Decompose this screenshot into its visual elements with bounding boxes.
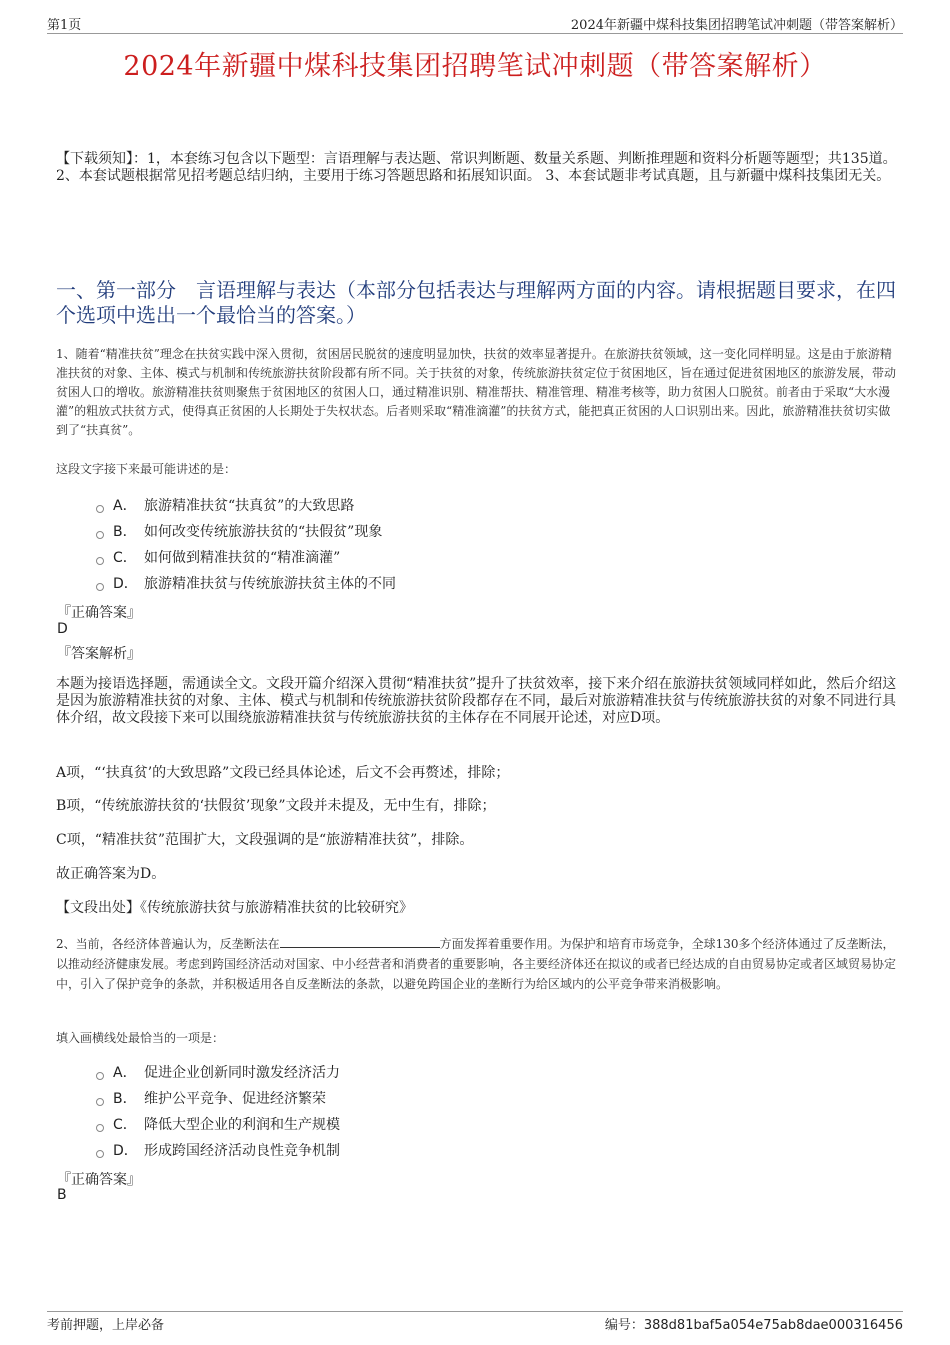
header-divider xyxy=(47,33,903,34)
question-1-options xyxy=(96,493,796,597)
question-1-analysis-label: 『答案解析』 xyxy=(57,646,141,662)
question-2-option-a[interactable]: A． 促进企业创新同时激发经济活力 xyxy=(96,1060,796,1086)
question-2-prompt: 填入画横线处最恰当的一项是： xyxy=(56,1031,225,1045)
footer-divider xyxy=(47,1311,903,1312)
question-1-option-d[interactable]: D． 旅游精准扶贫与传统旅游扶贫主体的不同 xyxy=(96,571,796,597)
question-2-option-b[interactable]: B． 维护公平竞争、促进经济繁荣 xyxy=(96,1086,796,1112)
question-1-conclusion: 故正确答案为D。 xyxy=(56,866,166,882)
question-2-options xyxy=(96,1060,796,1164)
document-title: 2024年新疆中煤科技集团招聘笔试冲刺题（带答案解析） xyxy=(123,51,827,82)
question-1-analysis-a: A项，“‘扶真贫’的大致思路”文段已经具体论述，后文不会再赘述，排除； xyxy=(56,765,510,781)
page-number: 第1页 xyxy=(47,18,82,33)
radio-icon[interactable] xyxy=(96,505,104,513)
question-1-analysis-b: B项，“传统旅游扶贫的‘扶假贫’现象”文段并未提及，无中生有，排除； xyxy=(56,798,496,814)
question-1-analysis: 本题为接语选择题，需通读全文。文段开篇介绍深入贯彻“精准扶贫”提升了扶贫效率，接下来介绍在旅游扶贫领域同样如此，然后介绍这是因为旅游精准扶贫的对象、主体、模式与机制和传统旅游扶贫阶段都存在不同，最后对旅游精准扶贫与传统旅游扶贫的对象不同进行具体介绍，故文段接下来可以围绕旅游精准扶贫与传统旅游扶贫的主体存在不同展开论述，对应D项。 xyxy=(56,676,897,726)
question-2-text: 2、当前，各经济体普遍认为，反垄断法在 方面发挥着重要作用。为保护和培育市场竞争，全球130多个经济体通过了反垄断法，以推动经济健康发展。考虑到跨国经济活动对国家、中小经营者和消费者的重要影响，各主要经济体还在拟议的或者已经达成的自由贸易协定或者区域贸易协定中，引入了保护竞争的条款，并积极适用各自反垄断法的条款，以避免跨国企业的垄断行为给区域内的公平竞争带来消极影响。 xyxy=(56,937,897,991)
question-1-option-a[interactable]: A． 旅游精准扶贫“扶真贫”的大致思路 xyxy=(96,493,796,519)
radio-icon[interactable] xyxy=(96,1072,104,1080)
footer-slogan: 考前押题，上岸必备 xyxy=(47,1318,165,1333)
question-2-answer: B xyxy=(57,1187,67,1203)
page-footer xyxy=(47,1314,903,1332)
question-1-prompt: 这段文字接下来最可能讲述的是： xyxy=(56,462,237,476)
question-1-answer-label: 『正确答案』 xyxy=(57,605,141,621)
fill-blank xyxy=(280,935,440,948)
question-2-option-d[interactable]: D． 形成跨国经济活动良性竞争机制 xyxy=(96,1138,796,1164)
section-title: 一、第一部分 言语理解与表达（本部分包括表达与理解两方面的内容。请根据题目要求，在四个选项中选出一个最恰当的答案。） xyxy=(56,278,896,327)
question-2-option-c[interactable]: C． 降低大型企业的利润和生产规模 xyxy=(96,1112,796,1138)
footer-code: 编号：388d81baf5a054e75ab8dae000316456 xyxy=(604,1318,903,1333)
radio-icon[interactable] xyxy=(96,1098,104,1106)
question-1-source: 【文段出处】《传统旅游扶贫与旅游精准扶贫的比较研究》 xyxy=(56,900,413,916)
question-1-option-c[interactable]: C． 如何做到精准扶贫的“精准滴灌” xyxy=(96,545,796,571)
question-1-text: 1、随着“精准扶贫”理念在扶贫实践中深入贯彻，贫困居民脱贫的速度明显加快，扶贫的效率显著提升。在旅游扶贫领域，这一变化同样明显。这是由于旅游精准扶贫的对象、主体、模式与机制和传统旅游扶贫阶段都有所不同。关于扶贫的对象，传统旅游扶贫定位于贫困地区，旨在通过促进贫困地区的旅游发展，带动贫困人口的增收。旅游精准扶贫则聚焦于贫困地区的贫困人口，通过精准识别、精准帮扶、精准管理、精准考核等，助力贫困人口脱贫。前者由于采取“大水漫灌”的粗放式扶贫方式，使得真正贫困的人长期处于失权状态。后者则采取“精准滴灌”的扶贫方式，能把真正贫困的人口识别出来。因此，旅游精准扶贫切实做到了“扶真贫”。 xyxy=(56,347,897,437)
radio-icon[interactable] xyxy=(96,557,104,565)
question-1-option-b[interactable]: B． 如何改变传统旅游扶贫的“扶假贫”现象 xyxy=(96,519,796,545)
header-doc-title: 2024年新疆中煤科技集团招聘笔试冲刺题（带答案解析） xyxy=(570,18,903,33)
radio-icon[interactable] xyxy=(96,1124,104,1132)
question-1-answer: D xyxy=(57,621,68,637)
radio-icon[interactable] xyxy=(96,583,104,591)
page-header xyxy=(47,14,903,32)
question-2-answer-label: 『正确答案』 xyxy=(57,1172,141,1188)
radio-icon[interactable] xyxy=(96,531,104,539)
question-1-analysis-c: C项，“精准扶贫”范围扩大，文段强调的是“旅游精准扶贫”，排除。 xyxy=(56,832,474,848)
download-notice: 【下载须知】：1，本套练习包含以下题型：言语理解与表达题、常识判断题、数量关系题、判断推理题和资料分析题等题型；共135道。 2、本套试题根据常见招考题总结归纳，主要用于练习答题思路和拓展知识面。 3、本套试题非考试真题，且与新疆中煤科技集团无关。 xyxy=(56,151,897,184)
radio-icon[interactable] xyxy=(96,1150,104,1158)
